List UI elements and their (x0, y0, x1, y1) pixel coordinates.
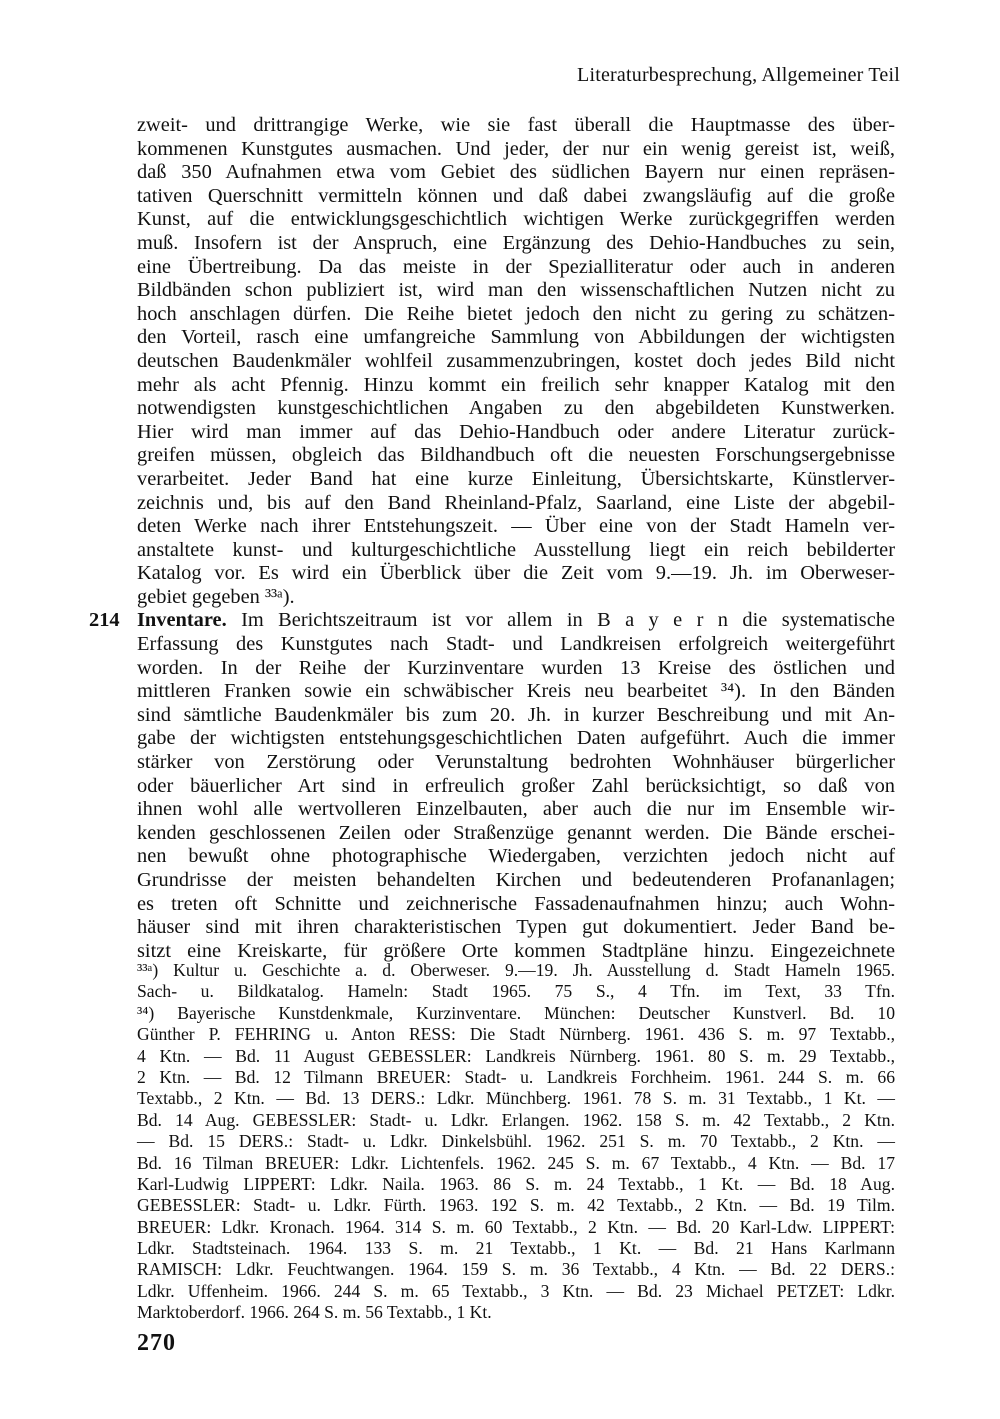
footnote-line: ³³ᵃ) Kultur u. Geschichte a. d. Oberweser. 9.—19. Jh. Ausstellung d. Stadt Hameln 1965. (137, 960, 895, 980)
footnote-line: ³⁴) Bayerische Kunstdenkmale, Kurzinventare. München: Deutscher Kunstverl. Bd. 10 (137, 1002, 895, 1023)
body-line: Hier wird man immer auf das Dehio-Handbuch oder andere Literatur zurück- (137, 420, 895, 443)
page-number: 270 (137, 1330, 176, 1356)
section-line: es treten oft Schnitte und zeichnerische Fassadenaufnahmen hinzu; auch Wohn- (137, 892, 895, 915)
body-line: kommenen Kunstgutes ausmachen. Und jeder, der nur ein wenig gereist ist, weiß, (137, 137, 895, 160)
body-line: den Vorteil, rasch eine umfangreiche Sammlung von Abbildungen der wichtigsten (137, 326, 895, 349)
section-line: gabe der wichtigsten entstehungsgeschichtlichen Daten aufgeführt. Auch die immer (137, 727, 895, 750)
body-line: zeichnis und, bis auf den Band Rheinland-Pfalz, Saarland, eine Liste der abgebil- (137, 491, 895, 514)
section-line: worden. In der Reihe der Kurzinventare wurden 13 Kreise des östlichen und (137, 656, 895, 679)
section-line: häuser sind mit ihren charakteristischen Typen gut dokumentiert. Jeder Band be- (137, 916, 895, 939)
footnote-line: 4 Ktn. — Bd. 11 August GEBESSLER: Landkreis Nürnberg. 1961. 80 S. m. 29 Textabb., (137, 1045, 895, 1066)
footnote-line: Bd. 14 Aug. GEBESSLER: Stadt- u. Ldkr. Erlangen. 1962. 158 S. m. 42 Textabb., 2 Ktn. (137, 1109, 895, 1130)
footnote-line: Bd. 16 Tilman BREUER: Ldkr. Lichtenfels. 1962. 245 S. m. 67 Textabb., 4 Ktn. — Bd. 17 (137, 1152, 895, 1173)
body-line: zweit- und drittrangige Werke, wie sie fast überall die Hauptmasse des über- (137, 114, 895, 136)
footnote-line: Marktoberdorf. 1966. 264 S. m. 56 Textabb., 1 Kt. (137, 1302, 492, 1323)
footnote-line: BREUER: Ldkr. Kronach. 1964. 314 S. m. 60 Textabb., 2 Ktn. — Bd. 20 Karl-Ldw. LIPPERT: (137, 1216, 895, 1237)
body-line: verarbeitet. Jeder Band hat eine kurze Einleitung, Übersichtskarte, Künstlerver- (137, 467, 895, 490)
section-line: sitzt eine Kreiskarte, für größere Orte kommen Stadtpläne hinzu. Eingezeichnete (137, 939, 895, 962)
footnote-line: RAMISCH: Ldkr. Feuchtwangen. 1964. 159 S. m. 36 Textabb., 4 Ktn. — Bd. 22 DERS.: (137, 1259, 895, 1280)
body-line: tativen Querschnitt vermitteln können und daß dabei zwangsläufig auf die große (137, 184, 895, 207)
section-line: Grundrisse der meisten behandelten Kirchen und bedeutenderen Profananlagen; (137, 869, 895, 891)
body-line: greifen müssen, obgleich das Bildhandbuch oft die neuesten Forschungsergebnisse (137, 444, 895, 467)
section-line: mittleren Franken sowie ein schwäbischer Kreis neu bearbeitet ³⁴). In den Bänden (137, 680, 895, 703)
paragraph-number: 214 (89, 609, 120, 632)
section-first-line-text: Im Berichtszeitraum ist vor allem in B a y e r n die systematische (241, 609, 895, 632)
footnote-line: 2 Ktn. — Bd. 12 Tilmann BREUER: Stadt- u. Landkreis Forchheim. 1961. 244 S. m. 66 (137, 1066, 895, 1087)
section-heading: Inventare. (137, 609, 227, 632)
footnote-line: Günther P. FEHRING u. Anton RESS: Die Stadt Nürnberg. 1961. 436 S. m. 97 Textabb., (137, 1024, 895, 1045)
footnotes (137, 960, 895, 1324)
body-line: anstaltete kunst- und kulturgeschichtliche Ausstellung liegt ein reich bebilderter (137, 538, 895, 561)
body-line: deutschen Baudenkmäler wohlfeil zusammenzubringen, kostet doch jedes Bild nicht (137, 349, 895, 372)
body-line: muß. Insofern ist der Anspruch, eine Ergänzung des Dehio-Handbuches zu sein, (137, 231, 895, 254)
body-line: Kunst, auf die entwicklungsgeschichtlich wichtigen Werke zurückgegriffen werden (137, 208, 895, 231)
section-line: ihnen wohl alle wertvolleren Einzelbauten, aber auch die nur im Ensemble wir- (137, 798, 895, 821)
section-line: stärker von Zerstörung oder Verunstaltung bedrohten Wohnhäuser bürgerlicher (137, 751, 895, 774)
body-line: Bildbänden schon publiziert ist, wird man den wissenschaftlichen Nutzen nicht zu (137, 279, 895, 302)
body-line: gebiet gegeben ³³ᵃ). (137, 585, 295, 608)
footnote-line: Sach- u. Bildkatalog. Hameln: Stadt 1965. 75 S., 4 Tfn. im Text, 33 Tfn. (137, 981, 895, 1002)
body-line: notwendigsten kunstgeschichtlichen Angaben zu den abgebildeten Kunstwerken. (137, 397, 895, 420)
footnote-line: — Bd. 15 DERS.: Stadt- u. Ldkr. Dinkelsbühl. 1962. 251 S. m. 70 Textabb., 2 Ktn. — (137, 1131, 895, 1152)
body-line: deten Werke nach ihrer Entstehungszeit. — Über eine von der Stadt Hameln ver- (137, 515, 895, 538)
body-line: hoch anschlagen dürfen. Die Reihe bietet jedoch den nicht zu gering zu schätzen- (137, 302, 895, 325)
running-head: Literaturbesprechung, Allgemeiner Teil (577, 64, 900, 86)
body-line: eine Übertreibung. Da das meiste in der Spezialliteratur oder auch in anderen (137, 255, 895, 278)
body-line: daß 350 Aufnahmen etwa vom Gebiet des südlichen Bayern nur einen repräsen- (137, 161, 895, 184)
footnote-line: Ldkr. Stadtsteinach. 1964. 133 S. m. 21 Textabb., 1 Kt. — Bd. 21 Hans Karlmann (137, 1238, 895, 1259)
section-line: kenden geschlossenen Zeilen oder Straßenzüge genannt werden. Die Bände erschei- (137, 821, 895, 844)
section-line: nen bewußt ohne photographische Wiedergaben, verzichten jedoch nicht auf (137, 845, 895, 868)
footnote-line: GEBESSLER: Stadt- u. Ldkr. Fürth. 1963. 192 S. m. 42 Textabb., 2 Ktn. — Bd. 19 Tilm. (137, 1195, 895, 1216)
main-text (89, 114, 895, 963)
section-line: oder bäuerlicher Art sind in erfreulich großer Zahl berücksichtigt, so daß von (137, 774, 895, 797)
body-line: Katalog vor. Es wird ein Überblick über die Zeit vom 9.—19. Jh. im Oberweser- (137, 562, 895, 585)
footnote-line: Ldkr. Uffenheim. 1966. 244 S. m. 65 Textabb., 3 Ktn. — Bd. 23 Michael PETZET: Ldkr. (137, 1280, 895, 1301)
footnote-line: Karl-Ludwig LIPPERT: Ldkr. Naila. 1963. 86 S. m. 24 Textabb., 1 Kt. — Bd. 18 Aug. (137, 1173, 895, 1194)
section-first-line (89, 609, 895, 633)
footnote-line: Textabb., 2 Ktn. — Bd. 13 DERS.: Ldkr. Münchberg. 1961. 78 S. m. 31 Textabb., 1 Kt. — (137, 1088, 895, 1109)
body-line: mehr als acht Pfennig. Hinzu kommt ein freilich sehr knapper Katalog mit den (137, 373, 895, 396)
section-line: sind sämtliche Baudenkmäler bis zum 20. Jh. in kurzer Beschreibung und mit An- (137, 703, 895, 726)
section-line: Erfassung des Kunstgutes nach Stadt- und Landkreisen erfolgreich weitergeführt (137, 633, 895, 656)
